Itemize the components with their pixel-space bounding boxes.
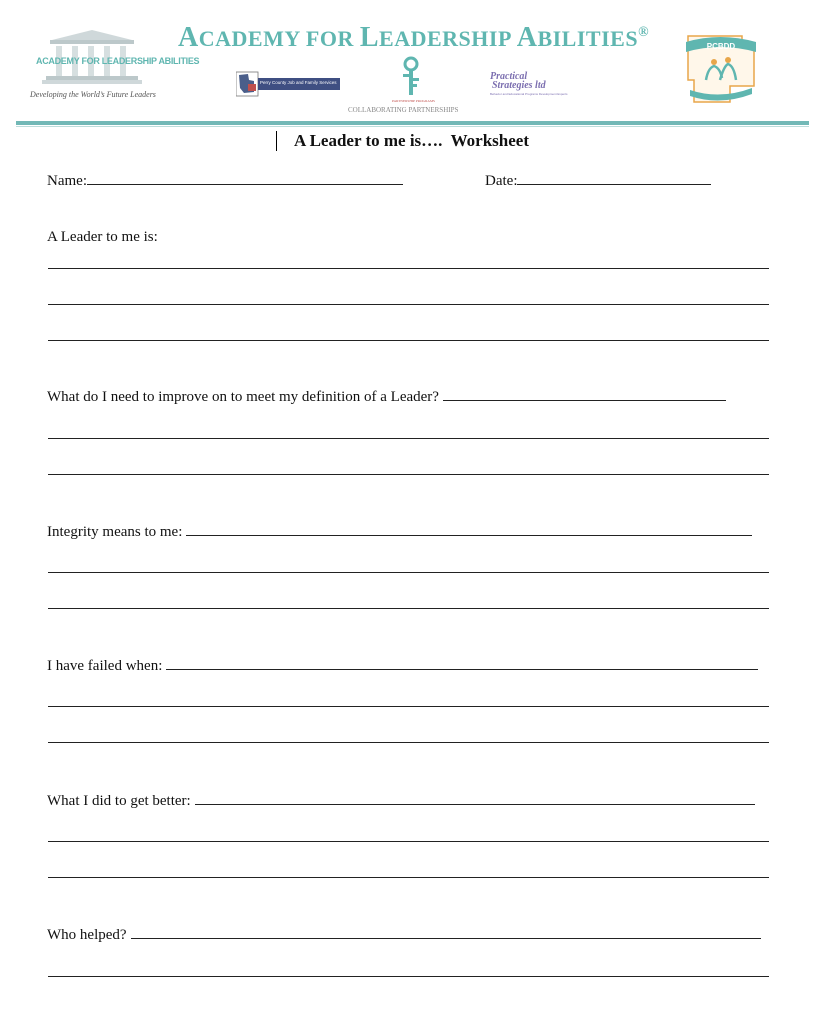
practical-line1: Practical [490, 71, 528, 82]
academy-title-part: L [359, 22, 380, 53]
answer-line[interactable] [48, 706, 769, 707]
question-label: I have failed when: [47, 658, 163, 674]
name-label: Name: [47, 173, 87, 189]
answer-line[interactable] [48, 742, 769, 743]
answer-line[interactable] [48, 438, 769, 439]
key-logo-icon [398, 56, 424, 100]
question-label: Integrity means to me: [47, 524, 183, 540]
pcbdd-logo-icon [684, 30, 758, 106]
question-label: What do I need to improve on to meet my definition of a Leader? [47, 389, 439, 405]
answer-line[interactable] [48, 976, 769, 977]
name-row [47, 170, 403, 190]
date-field[interactable] [517, 170, 711, 185]
answer-field[interactable] [166, 655, 758, 670]
answer-field[interactable] [443, 386, 726, 401]
answer-field[interactable] [195, 790, 755, 805]
answer-line[interactable] [48, 304, 769, 305]
question-label: Who helped? [47, 927, 127, 943]
question-who-helped [47, 924, 761, 944]
academy-title-part: A [178, 22, 199, 53]
question-integrity [47, 521, 752, 541]
header-divider-shadow [16, 126, 809, 127]
academy-title-part: A [516, 22, 538, 53]
date-label: Date: [485, 173, 518, 189]
academy-title-text [178, 22, 639, 53]
question-got-better [47, 790, 755, 810]
academy-title [178, 22, 649, 54]
answer-field[interactable] [131, 924, 761, 939]
worksheet-title: A Leader to me is…. Worksheet [294, 131, 529, 150]
registered-mark: ® [638, 25, 650, 40]
key-logo-caption: PARTNERSHIP PROGRAMS [392, 99, 436, 103]
question-failed [47, 655, 758, 675]
answer-line[interactable] [48, 608, 769, 609]
practical-strategies-logo [490, 72, 546, 90]
answer-field[interactable] [186, 521, 752, 536]
tagline: Developing the World’s Future Leaders [30, 90, 156, 99]
answer-line[interactable] [48, 841, 769, 842]
answer-line[interactable] [48, 474, 769, 475]
practical-strategies-sub: Behavior and Educational Programs Development Experts [490, 92, 568, 96]
academy-title-part: EADERSHIP [379, 26, 517, 51]
answer-line[interactable] [48, 268, 769, 269]
answer-line[interactable] [48, 340, 769, 341]
question-label: What I did to get better: [47, 793, 191, 809]
answer-line[interactable] [48, 877, 769, 878]
academy-title-part: BILITIES [537, 26, 639, 51]
question-label: A Leader to me is: [47, 229, 158, 245]
question-improve [47, 386, 726, 406]
question-leader-definition [47, 229, 158, 246]
collaborating-partnerships: COLLABORATING PARTNERSHIPS [348, 106, 459, 114]
practical-line2: Strategies ltd [492, 80, 546, 91]
name-field[interactable] [87, 170, 403, 185]
pcbdd-label: PCBDD [706, 42, 736, 51]
perry-county-text: Perry County Job and Family Services [260, 80, 337, 85]
answer-line[interactable] [48, 572, 769, 573]
building-logo-text: ACADEMY FOR LEADERSHIP ABILITIES [36, 56, 200, 66]
header-divider [16, 121, 809, 125]
date-row [485, 170, 711, 190]
academy-title-part: CADEMY FOR [198, 26, 360, 51]
